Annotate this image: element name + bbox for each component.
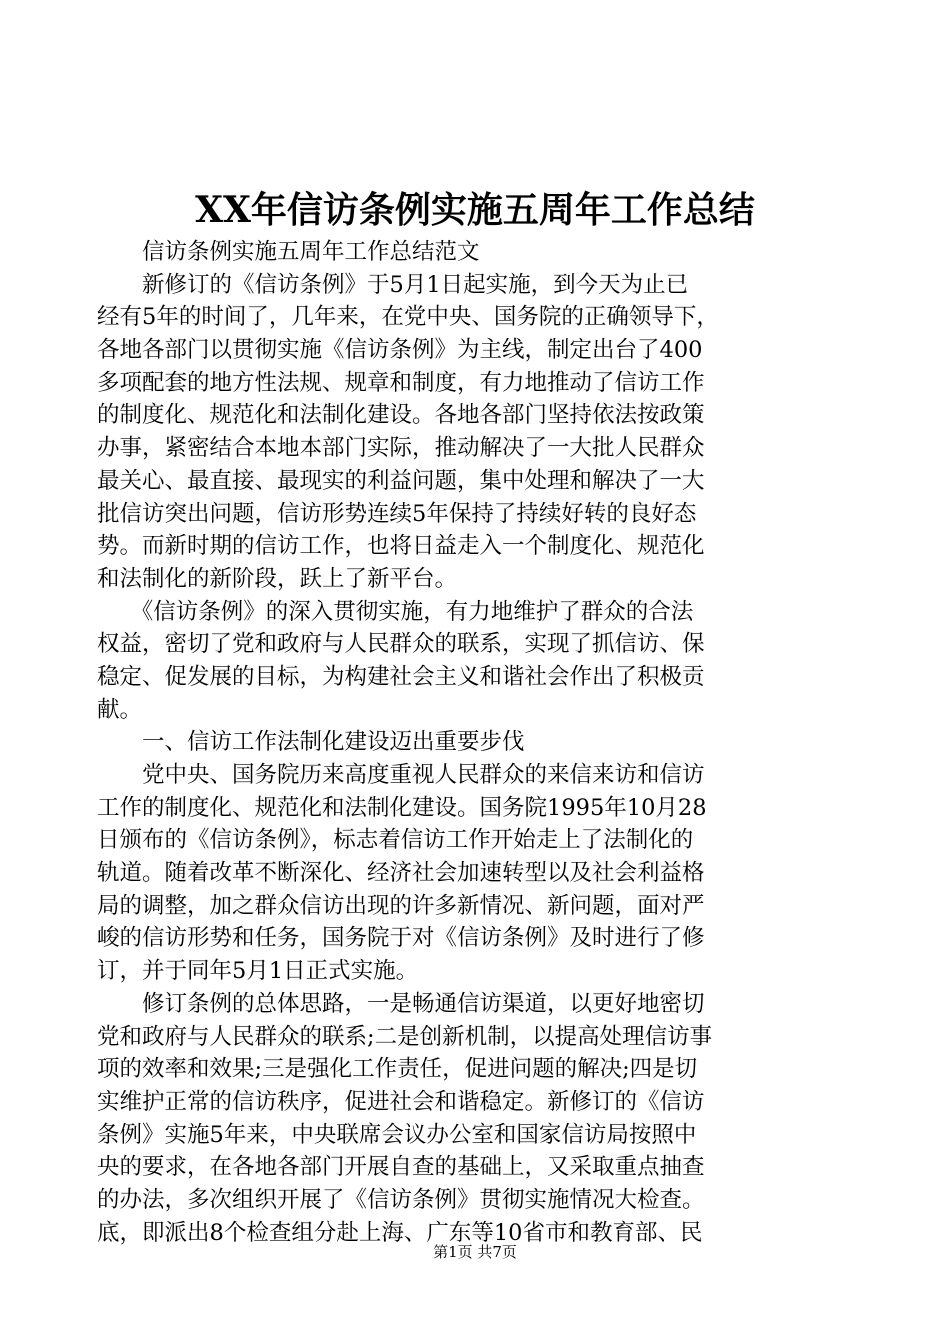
- text-line: 稳定、促发展的目标，为构建社会主义和谐社会作出了积极贡: [97, 663, 705, 690]
- text-line: 势。而新时期的信访工作，也将日益走入一个制度化、规范化: [97, 533, 705, 560]
- text-line: 日颁布的《信访条例》，标志着信访工作开始走上了法制化的: [97, 827, 694, 854]
- text-line: 党中央、国务院历来高度重视人民群众的来信来访和信访: [97, 762, 705, 788]
- text-line: 最关心、最直接、最现实的利益问题，集中处理和解决了一大: [97, 467, 705, 494]
- text-line: 轨道。随着改革不断深化、经济社会加速转型以及社会利益格: [97, 860, 705, 887]
- text-line: 修订条例的总体思路，一是畅通信访渠道，以更好地密切: [97, 990, 705, 1017]
- text-line: 《信访条例》的深入贯彻实施，有力地维护了群众的合法: [97, 598, 694, 625]
- text-line: 党和政府与人民群众的联系;二是创新机制，以提高处理信访事: [97, 1023, 713, 1050]
- text-line: 批信访突出问题，信访形势连续5年保持了持续好转的良好态: [97, 500, 697, 527]
- text-line: 订，并于同年5月1日正式实施。: [97, 958, 419, 985]
- text-line: 央的要求，在各地各部门开展自查的基础上，又采取重点抽查: [97, 1154, 705, 1181]
- text-line: 工作的制度化、规范化和法制化建设。国务院1995年10月28: [97, 794, 707, 821]
- text-line: 新修订的《信访条例》于5月1日起实施，到今天为止已: [97, 271, 689, 298]
- text-line: 峻的信访形势和任务，国务院于对《信访条例》及时进行了修: [97, 925, 705, 952]
- text-line: 和法制化的新阶段，跃上了新平台。: [97, 565, 458, 592]
- text-line: 的制度化、规范化和法制化建设。各地各部门坚持依法按政策: [97, 402, 705, 429]
- text-line: 各地各部门以贯彻实施《信访条例》为主线，制定出台了400: [97, 337, 703, 364]
- text-line: 信访条例实施五周年工作总结范文: [97, 239, 480, 265]
- text-line: 的办法，多次组织开展了《信访条例》贯彻实施情况大检查。: [97, 1186, 705, 1213]
- page-footer: 第1页 共7页: [433, 1243, 517, 1261]
- text-line: 项的效率和效果;三是强化工作责任，促进问题的解决;四是切: [97, 1056, 698, 1083]
- text-line: 局的调整，加之群众信访出现的许多新情况、新问题，面对严: [97, 892, 705, 919]
- document-title: XX年信访条例实施五周年工作总结: [195, 189, 755, 231]
- text-line: 办事，紧密结合本地本部门实际，推动解决了一大批人民群众: [97, 435, 705, 462]
- section-heading: 一、信访工作法制化建设迈出重要步伐: [97, 729, 525, 756]
- text-line: 底，即派出8个检查组分赴上海、广东等10省市和教育部、民: [97, 1219, 703, 1246]
- text-line: 实维护正常的信访秩序，促进社会和谐稳定。新修订的《信访: [97, 1088, 705, 1115]
- text-line: 献。: [97, 696, 143, 723]
- text-line: 经有5年的时间了，几年来，在党中央、国务院的正确领导下，: [97, 304, 719, 331]
- text-line: 条例》实施5年来，中央联席会议办公室和国家信访局按照中: [97, 1121, 697, 1148]
- text-line: 多项配套的地方性法规、规章和制度，有力地推动了信访工作: [97, 369, 705, 396]
- text-line: 权益，密切了党和政府与人民群众的联系，实现了抓信访、保: [97, 631, 705, 658]
- document-body: [97, 236, 853, 1249]
